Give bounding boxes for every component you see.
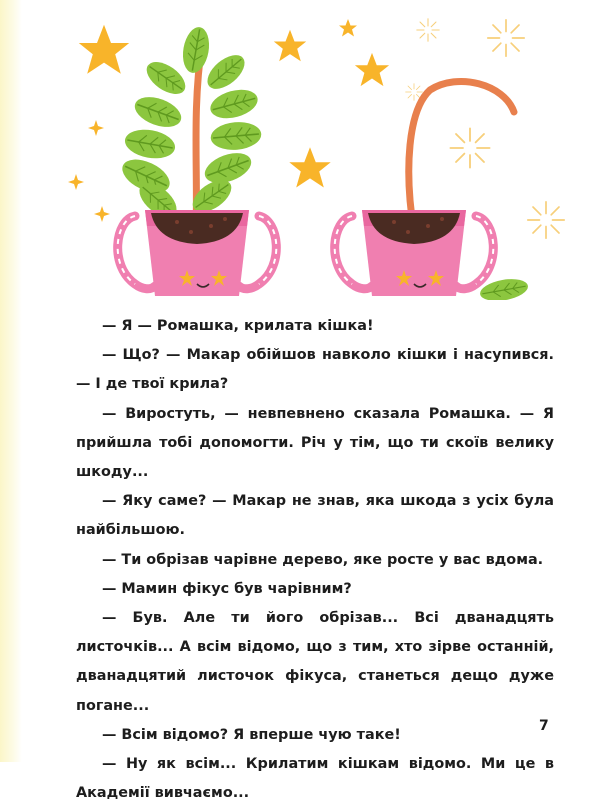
story-text — [76, 312, 554, 808]
potted-ficus-with-leaves — [117, 25, 276, 296]
paragraph: — Виростуть, — невпевнено сказала Ромашка. — Я прийшла тобі допомогти. Річ у тім, що ти скоїв велику шкоду... — [76, 405, 554, 481]
paragraph: — Що? — Макар обійшов навколо кішки і насупився. — І де твої крила? — [76, 347, 554, 393]
twinkle-icon — [68, 120, 110, 222]
paragraph: — Всім відомо? Я вперше чую таке! — [102, 726, 401, 743]
ficus-illustration — [0, 0, 600, 300]
paragraph: — Ти обрізав чарівне дерево, яке росте у вас вдома. — [102, 551, 544, 568]
sparkle-icon — [406, 19, 565, 238]
paragraph: — Яку саме? — Макар не знав, яка шкода з усіх була найбільшою. — [76, 493, 554, 539]
paragraph: — Ну як всім... Крилатим кішкам відомо. Ми це в Академії вивчаємо... — [76, 756, 554, 802]
paragraph: — Я — Ромашка, крилата кішка! — [102, 318, 374, 334]
paragraph: — Мамин фікус був чарівним? — [102, 580, 352, 597]
paragraph: — Був. Але ти його обрізав... Всі дванадцять листочків... А всім відомо, що з тим, хто зірве останній, дванадцятий листочок фікуса, станеться дещо дуже погане... — [76, 610, 554, 714]
potted-ficus-bare-stem — [335, 81, 514, 296]
page-number: 7 — [539, 718, 549, 734]
